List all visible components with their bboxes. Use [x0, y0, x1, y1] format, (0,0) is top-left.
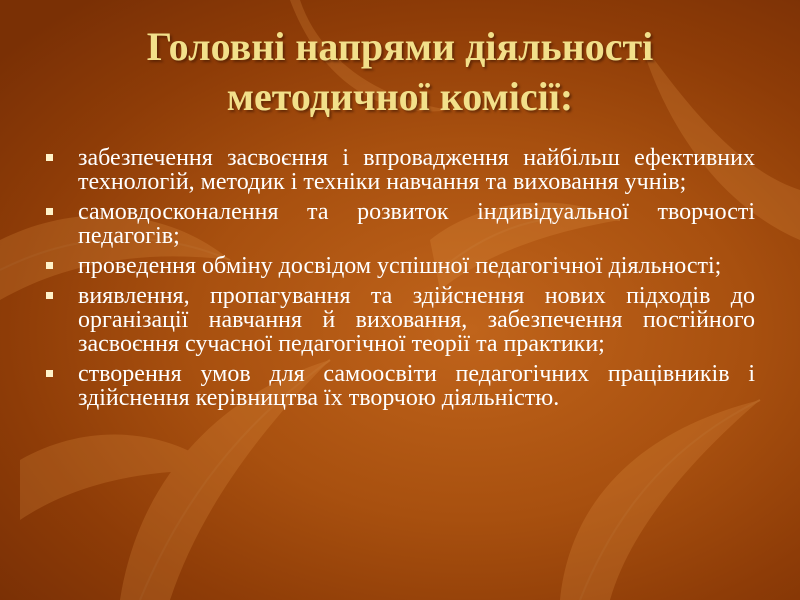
slide-title-line-2: методичної комісії:	[226, 74, 574, 119]
bullet-square-icon	[46, 208, 53, 215]
bullet-square-icon	[46, 292, 53, 299]
list-item-text: проведення обміну досвідом успішної педагогічної діяльності;	[78, 253, 722, 279]
bullet-square-icon	[46, 370, 53, 377]
list-item	[44, 254, 755, 278]
list-item-text: створення умов для самоосвіти педагогічних працівників і здійснення керівництва їх творчою діяльністю.	[78, 361, 755, 411]
slide-title-line-1: Головні напрями діяльності	[146, 24, 654, 69]
list-item	[44, 200, 755, 248]
list-item	[44, 362, 755, 410]
bullet-square-icon	[46, 154, 53, 161]
list-item-text: забезпечення засвоєння і впровадження найбільш ефективних технологій, методик і техніки навчання та виховання учнів;	[78, 145, 755, 195]
bullet-square-icon	[46, 262, 53, 269]
slide-title	[40, 22, 760, 122]
list-item-text: виявлення, пропагування та здійснення нових підходів до організації навчання й виховання, забезпечення постійного засвоєння сучасної педагогічної теорії та практики;	[78, 283, 755, 357]
list-item	[44, 284, 755, 356]
bullet-list	[44, 146, 755, 416]
list-item	[44, 146, 755, 194]
list-item-text: самовдосконалення та розвиток індивідуальної творчості педагогів;	[78, 199, 755, 249]
